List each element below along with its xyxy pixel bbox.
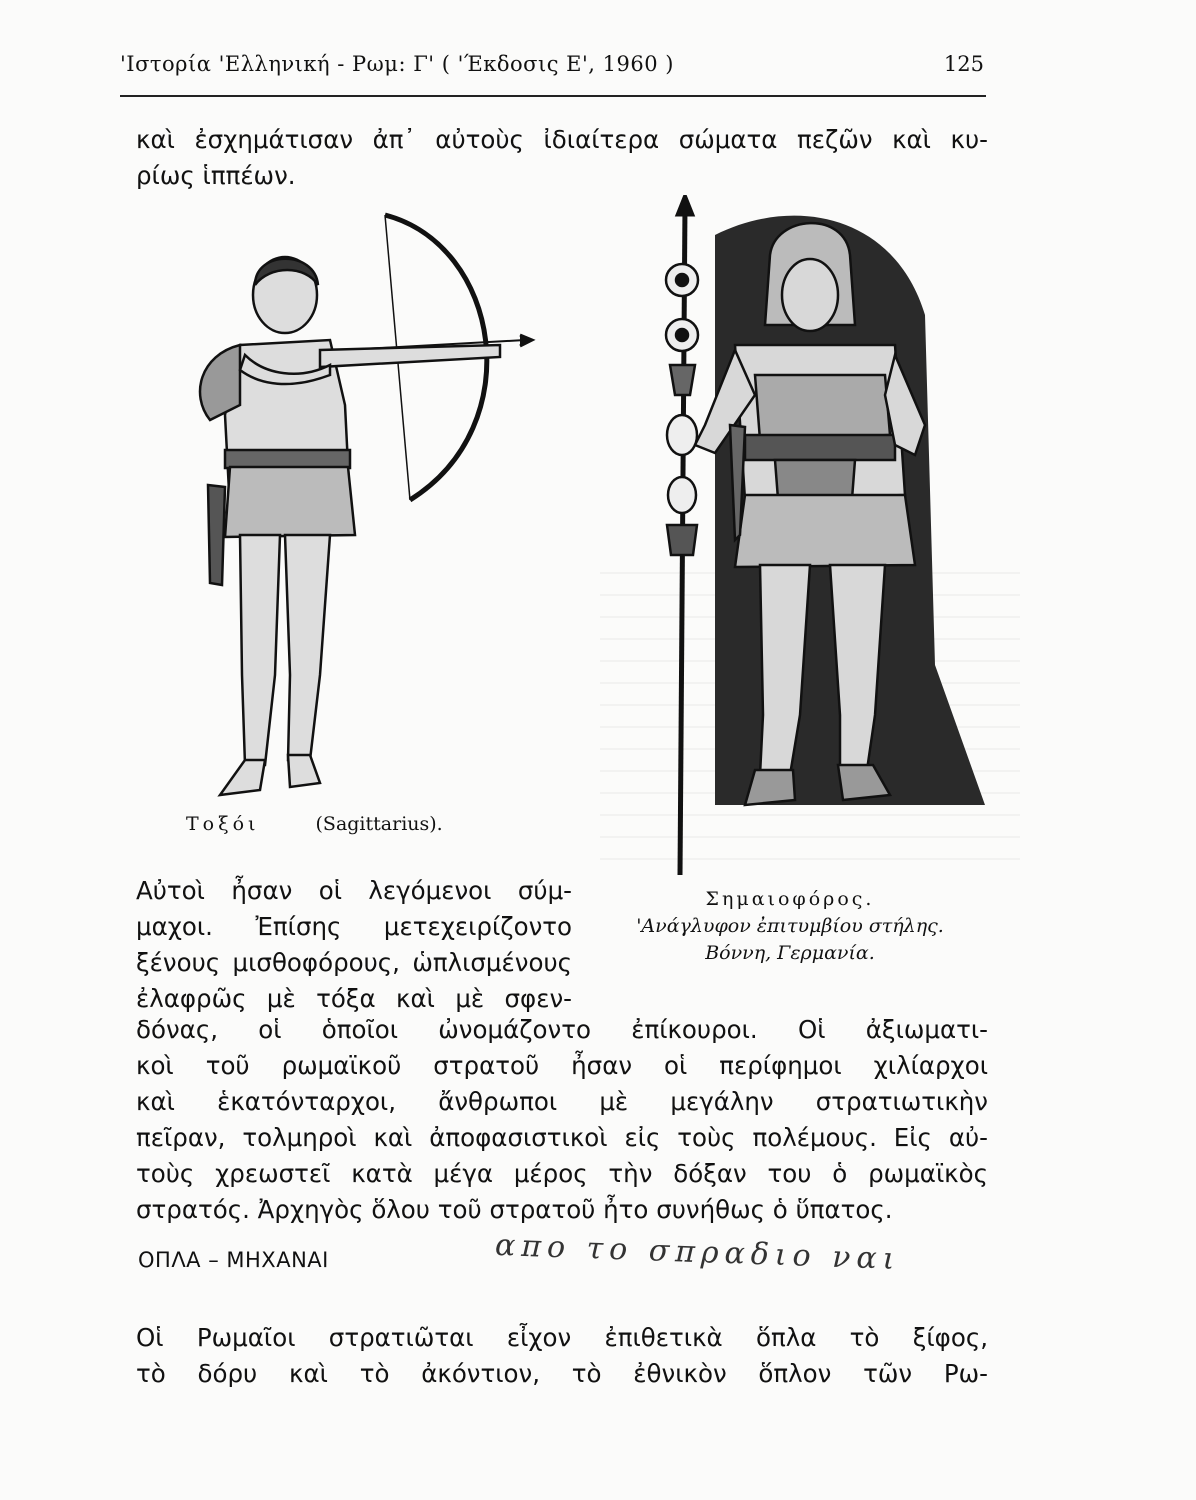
running-title: 'Ιστορία 'Ελληνική - Ρωμ: Γ' ( 'Έκδοσις Ε', 1960 ) [120, 52, 674, 76]
text-line: ρίως ἱππέων. [136, 161, 296, 190]
text-line: δόνας, οἱ ὁποῖοι ὠνομάζοντο ἐπίκουροι. Οἱ ἀξιωματι- [136, 1015, 988, 1044]
archer-foot-right [288, 755, 320, 787]
paragraph-2 [136, 873, 572, 1017]
text-line: μαχοι. Ἐπίσης μετεχειρίζοντο [136, 912, 572, 941]
page-number: 125 [943, 52, 984, 76]
caption-title: Σημαιοφόρος. [705, 888, 875, 910]
text-line: ἐλαφρῶς μὲ τόξα καὶ μὲ σφεν- [136, 984, 572, 1013]
section-title: ΟΠΛΑ – ΜΗΧΑΝΑΙ [138, 1248, 329, 1272]
bearer-skirt [735, 495, 915, 567]
paragraph-3 [136, 1012, 988, 1228]
archer-leg-right [285, 535, 330, 760]
paragraph-1 [136, 122, 988, 194]
caption-name: Τοξόι [186, 813, 260, 835]
bearer-armor-scales [755, 375, 890, 440]
archer-skirt [225, 467, 355, 537]
archer-caption [186, 813, 486, 835]
page-header [120, 50, 986, 84]
archer-quiver [208, 485, 225, 585]
archer-illustration [170, 205, 550, 810]
bearer-belt [745, 435, 895, 460]
text-line: Αὐτοὶ ἦσαν οἱ λεγόμενοι σύμ- [136, 876, 572, 905]
text-line: ξένους μισθοφόρους, ὡπλισμένους [136, 948, 572, 977]
archer-arm-right [320, 345, 500, 367]
text-line: Οἱ Ρωμαῖοι στρατιῶται εἶχον ἐπιθετικὰ ὅπλα τὸ ξίφος, [136, 1323, 988, 1352]
caption-latin: (Sagittarius). [315, 813, 443, 835]
text-line: πεῖραν, τολμηροὶ καὶ ἀποφασιστικοὶ εἰς τοὺς πολέμους. Εἰς αὐ- [136, 1123, 988, 1152]
text-line: καὶ ἑκατόνταρχοι, ἄνθρωποι μὲ μεγάλην στρατιωτικὴν [136, 1087, 988, 1116]
bearer-face [782, 259, 838, 331]
paragraph-4 [136, 1320, 988, 1392]
text-line: καὶ ἐσχημάτισαν ἀπ᾽ αὐτοὺς ἰδιαίτερα σώματα πεζῶν καὶ κυ- [136, 125, 988, 154]
caption-line: 'Ανάγλυφον ἐπιτυμβίου στήλης. [636, 915, 944, 937]
archer-belt [225, 450, 350, 468]
standard-bearer-illustration [595, 195, 990, 875]
handwritten-note: απο το σπραδιο ναι [494, 1227, 902, 1278]
header-rule [120, 95, 986, 97]
archer-leg-left [240, 535, 280, 765]
bearer-foot-left [745, 770, 795, 805]
caption-line: Βόννη, Γερμανία. [705, 942, 875, 964]
bearer-caption [610, 886, 970, 967]
text-line: τὸ δόρυ καὶ τὸ ἀκόντιον, τὸ ἐθνικὸν ὅπλον τῶν Ρω- [136, 1359, 988, 1388]
text-line: τοὺς χρεωστεῖ κατὰ μέγα μέρος τὴν δόξαν του ὁ ρωμαϊκὸς [136, 1159, 988, 1188]
text-line: στρατός. Ἀρχηγὸς ὅλου τοῦ στρατοῦ ἦτο συνήθως ὁ ὕπατος. [136, 1195, 893, 1224]
archer-cloak [200, 345, 240, 420]
text-line: κοὶ τοῦ ρωμαϊκοῦ στρατοῦ ἦσαν οἱ περίφημοι χιλίαρχοι [136, 1051, 988, 1080]
archer-foot-left [220, 760, 265, 795]
